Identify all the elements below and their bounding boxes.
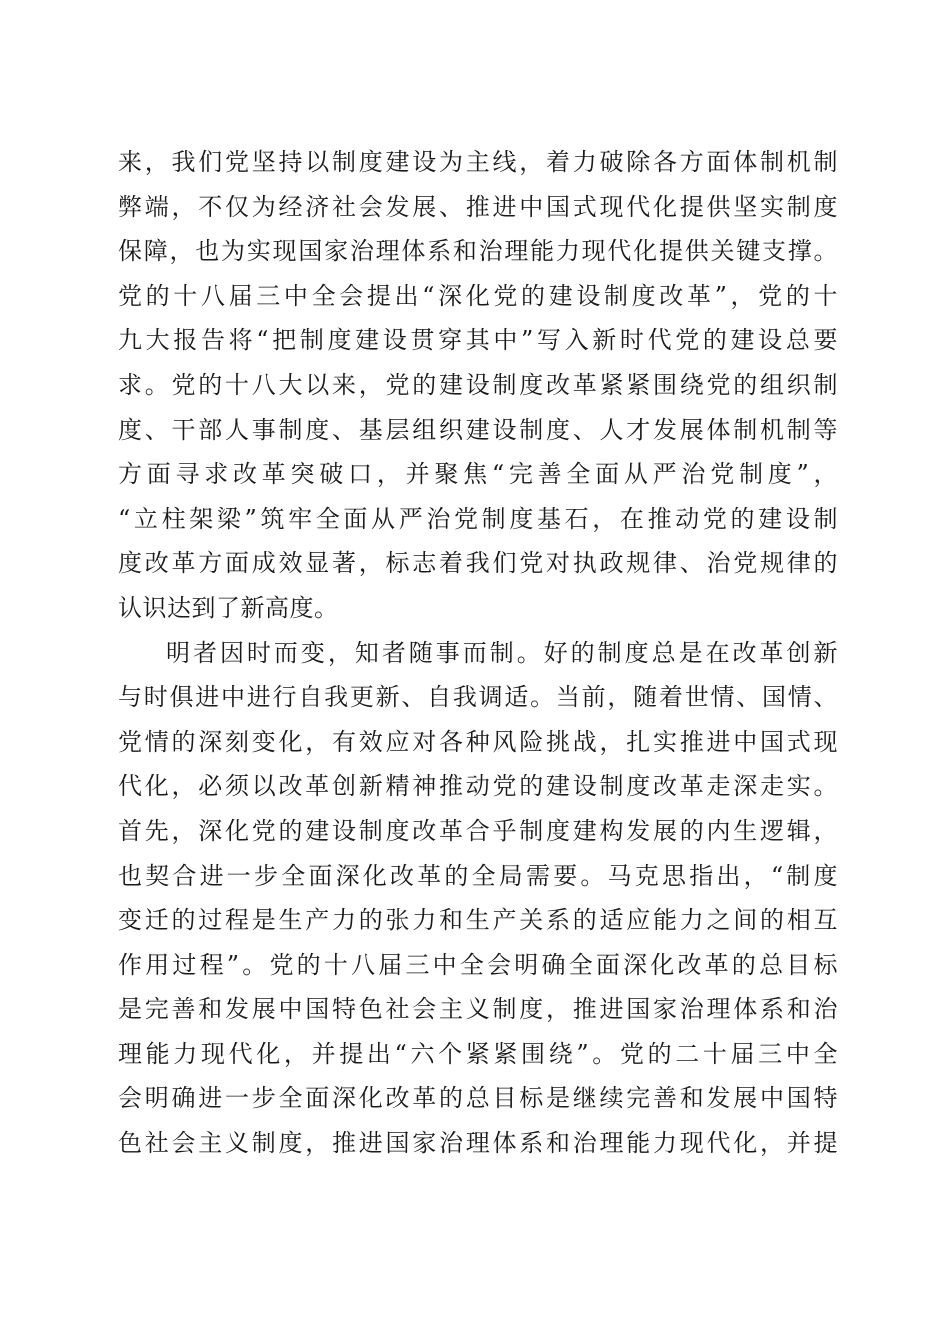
paragraph-line: 变迁的过程是生产力的张力和生产关系的适应能力之间的相互	[118, 906, 838, 935]
paragraph-line: 首先，深化党的建设制度改革合乎制度建构发展的内生逻辑，	[118, 816, 838, 845]
paragraph-line: “立柱架梁”筑牢全面从严治党制度基石，在推动党的建设制	[118, 504, 838, 533]
paragraph-line: 弊端，不仅为经济社会发展、推进中国式现代化提供坚实制度	[118, 192, 838, 221]
paragraph-line: 党情的深刻变化，有效应对各种风险挑战，扎实推进中国式现	[118, 727, 838, 756]
paragraph-line: 九大报告将“把制度建设贯穿其中”写入新时代党的建设总要	[118, 326, 838, 355]
paragraph-line: 保障，也为实现国家治理体系和治理能力现代化提供关键支撑。	[118, 237, 838, 266]
paragraph-line: 度、干部人事制度、基层组织建设制度、人才发展体制机制等	[118, 415, 838, 444]
paragraph-line: 求。党的十八大以来，党的建设制度改革紧紧围绕党的组织制	[118, 370, 838, 399]
paragraph-line: 方面寻求改革突破口，并聚焦“完善全面从严治党制度”，	[118, 460, 838, 489]
paragraph-line: 党的十八届三中全会提出“深化党的建设制度改革”，党的十	[118, 281, 838, 310]
paragraph-line: 是完善和发展中国特色社会主义制度，推进国家治理体系和治	[118, 995, 838, 1024]
paragraph-line: 来，我们党坚持以制度建设为主线，着力破除各方面体制机制	[118, 148, 838, 176]
paragraph-line: 与时俱进中进行自我更新、自我调适。当前，随着世情、国情、	[118, 683, 838, 712]
paragraph-1	[118, 140, 838, 631]
paragraph-line: 度改革方面成效显著，标志着我们党对执政规律、治党规律的	[118, 549, 838, 578]
paragraph-2	[118, 631, 838, 1166]
paragraph-line: 明者因时而变，知者随事而制。好的制度总是在改革创新	[166, 638, 838, 667]
paragraph-line: 会明确进一步全面深化改革的总目标是继续完善和发展中国特	[118, 1084, 838, 1113]
paragraph-line: 理能力现代化，并提出“六个紧紧围绕”。党的二十届三中全	[118, 1039, 838, 1068]
paragraph-line: 也契合进一步全面深化改革的全局需要。马克思指出，“制度	[118, 861, 838, 890]
paragraph-line: 代化，必须以改革创新精神推动党的建设制度改革走深走实。	[118, 772, 838, 801]
paragraph-line: 色社会主义制度，推进国家治理体系和治理能力现代化，并提	[118, 1129, 838, 1158]
paragraph-line: 认识达到了新高度。	[118, 593, 339, 622]
paragraph-line: 作用过程”。党的十八届三中全会明确全面深化改革的总目标	[118, 950, 838, 979]
body-text	[118, 140, 838, 1166]
